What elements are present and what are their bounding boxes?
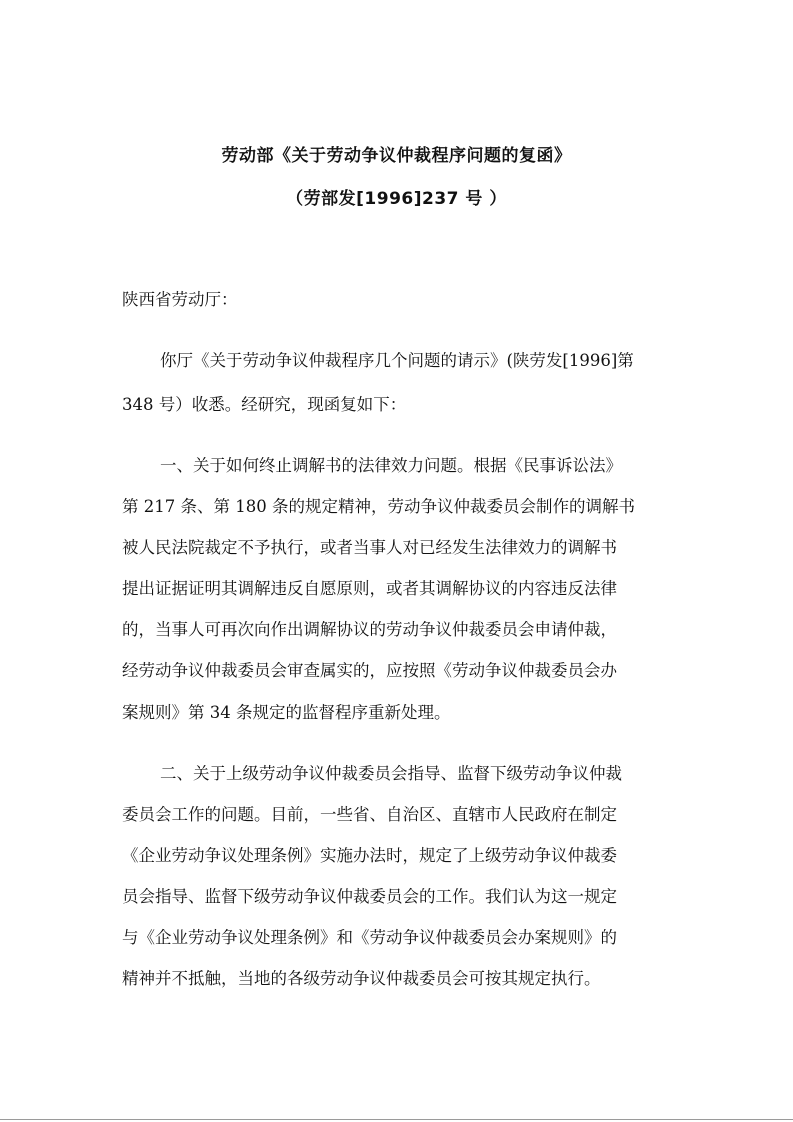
para2-line: 与《企业劳动争议处理条例》和《劳动争议仲裁委员会办案规则》的 xyxy=(122,928,617,947)
para1-line: 第 217 条、第 180 条的规定精神，劳动争议仲裁委员会制作的调解书 xyxy=(122,497,635,516)
para1-line: 提出证据证明其调解违反自愿原则，或者其调解协议的内容违反法律 xyxy=(122,579,617,598)
intro-line: 你厅《关于劳动争议仲裁程序几个问题的请示》(陕劳发[1996]第 xyxy=(160,351,634,370)
para2-line: 员会指导、监督下级劳动争议仲裁委员会的工作。我们认为这一规定 xyxy=(122,887,617,906)
para1-line: 的，当事人可再次向作出调解协议的劳动争议仲裁委员会申请仲裁， xyxy=(122,620,617,639)
page-bottom-divider xyxy=(0,1119,793,1120)
salutation: 陕西省劳动厅： xyxy=(122,290,238,309)
intro-line: 348 号）收悉。经研究，现函复如下： xyxy=(122,395,407,414)
para1-line: 被人民法院裁定不予执行，或者当事人对已经发生法律效力的调解书 xyxy=(122,538,617,557)
para2-line: 委员会工作的问题。目前，一些省、自治区、直辖市人民政府在制定 xyxy=(122,805,617,824)
para1-line: 一、关于如何终止调解书的法律效力问题。根据《民事诉讼法》 xyxy=(160,456,622,475)
para2-line: 精神并不抵触，当地的各级劳动争议仲裁委员会可按其规定执行。 xyxy=(122,969,601,988)
para1-line: 案规则》第 34 条规定的监督程序重新处理。 xyxy=(122,703,451,722)
para2-line: 《企业劳动争议处理条例》实施办法时，规定了上级劳动争议仲裁委 xyxy=(122,846,617,865)
document-title: 劳动部《关于劳动争议仲裁程序问题的复函》 xyxy=(221,146,572,166)
para1-line: 经劳动争议仲裁委员会审查属实的，应按照《劳动争议仲裁委员会办 xyxy=(122,661,617,680)
document-number: （劳部发[1996]237 号 ） xyxy=(286,189,507,209)
para2-line: 二、关于上级劳动争议仲裁委员会指导、监督下级劳动争议仲裁 xyxy=(160,764,622,783)
